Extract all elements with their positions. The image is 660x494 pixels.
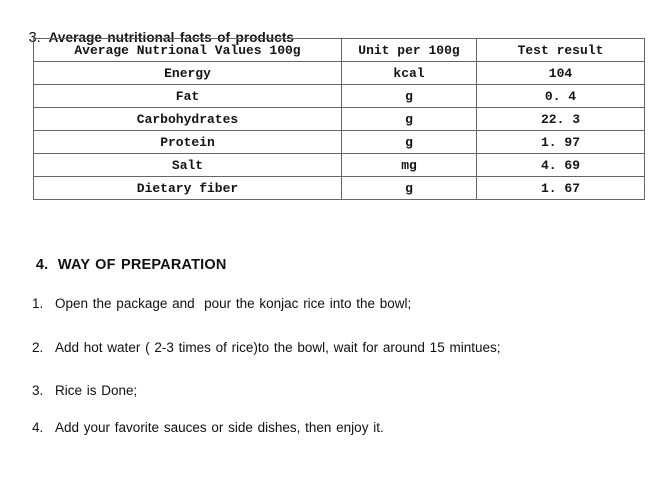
nutrient-unit: mg	[342, 154, 477, 177]
step-text: Add hot water ( 2-3 times of rice)to the bowl, wait for around 15 mintues;	[55, 340, 501, 355]
step-number: 1.	[32, 296, 44, 311]
header-nutrient-values: Average Nutrional Values 100g	[34, 39, 342, 62]
step-item	[13, 281, 411, 326]
step-text: Open the package and pour the konjac rice into the bowl;	[55, 296, 412, 311]
nutrient-name: Dietary fiber	[34, 177, 342, 200]
nutrient-name: Fat	[34, 85, 342, 108]
nutrient-unit: g	[342, 108, 477, 131]
header-test-result: Test result	[477, 39, 645, 62]
nutrient-unit: g	[342, 85, 477, 108]
nutrient-result: 104	[477, 62, 645, 85]
nutrient-name: Carbohydrates	[34, 108, 342, 131]
nutrient-name: Salt	[34, 154, 342, 177]
section3-number: 3.	[28, 30, 41, 46]
table-row	[34, 108, 645, 131]
step-number: 4.	[32, 420, 44, 435]
nutrient-unit: g	[342, 177, 477, 200]
nutrient-name: Protein	[34, 131, 342, 154]
header-unit: Unit per 100g	[342, 39, 477, 62]
table-row	[34, 131, 645, 154]
table-row	[34, 177, 645, 200]
nutrient-name: Energy	[34, 62, 342, 85]
step-text: Add your favorite sauces or side dishes, then enjoy it.	[55, 420, 384, 435]
nutrient-result: 1. 97	[477, 131, 645, 154]
step-item	[13, 405, 384, 450]
nutrient-result: 4. 69	[477, 154, 645, 177]
table-row	[34, 62, 645, 85]
nutrient-unit: kcal	[342, 62, 477, 85]
section4-number: 4.	[35, 257, 49, 273]
table-row	[34, 154, 645, 177]
nutrient-unit: g	[342, 131, 477, 154]
section3-title-text: Average nutritional facts of products	[48, 30, 295, 45]
nutrient-result: 1. 67	[477, 177, 645, 200]
step-item	[13, 325, 500, 370]
table-header-row	[34, 39, 645, 62]
nutrient-result: 0. 4	[477, 85, 645, 108]
nutrition-table	[33, 38, 645, 200]
section4-heading-text: WAY OF PREPARATION	[57, 257, 227, 273]
table-row	[34, 85, 645, 108]
step-number: 3.	[32, 383, 44, 398]
step-text: Rice is Done;	[55, 383, 138, 398]
nutrient-result: 22. 3	[477, 108, 645, 131]
step-number: 2.	[32, 340, 44, 355]
